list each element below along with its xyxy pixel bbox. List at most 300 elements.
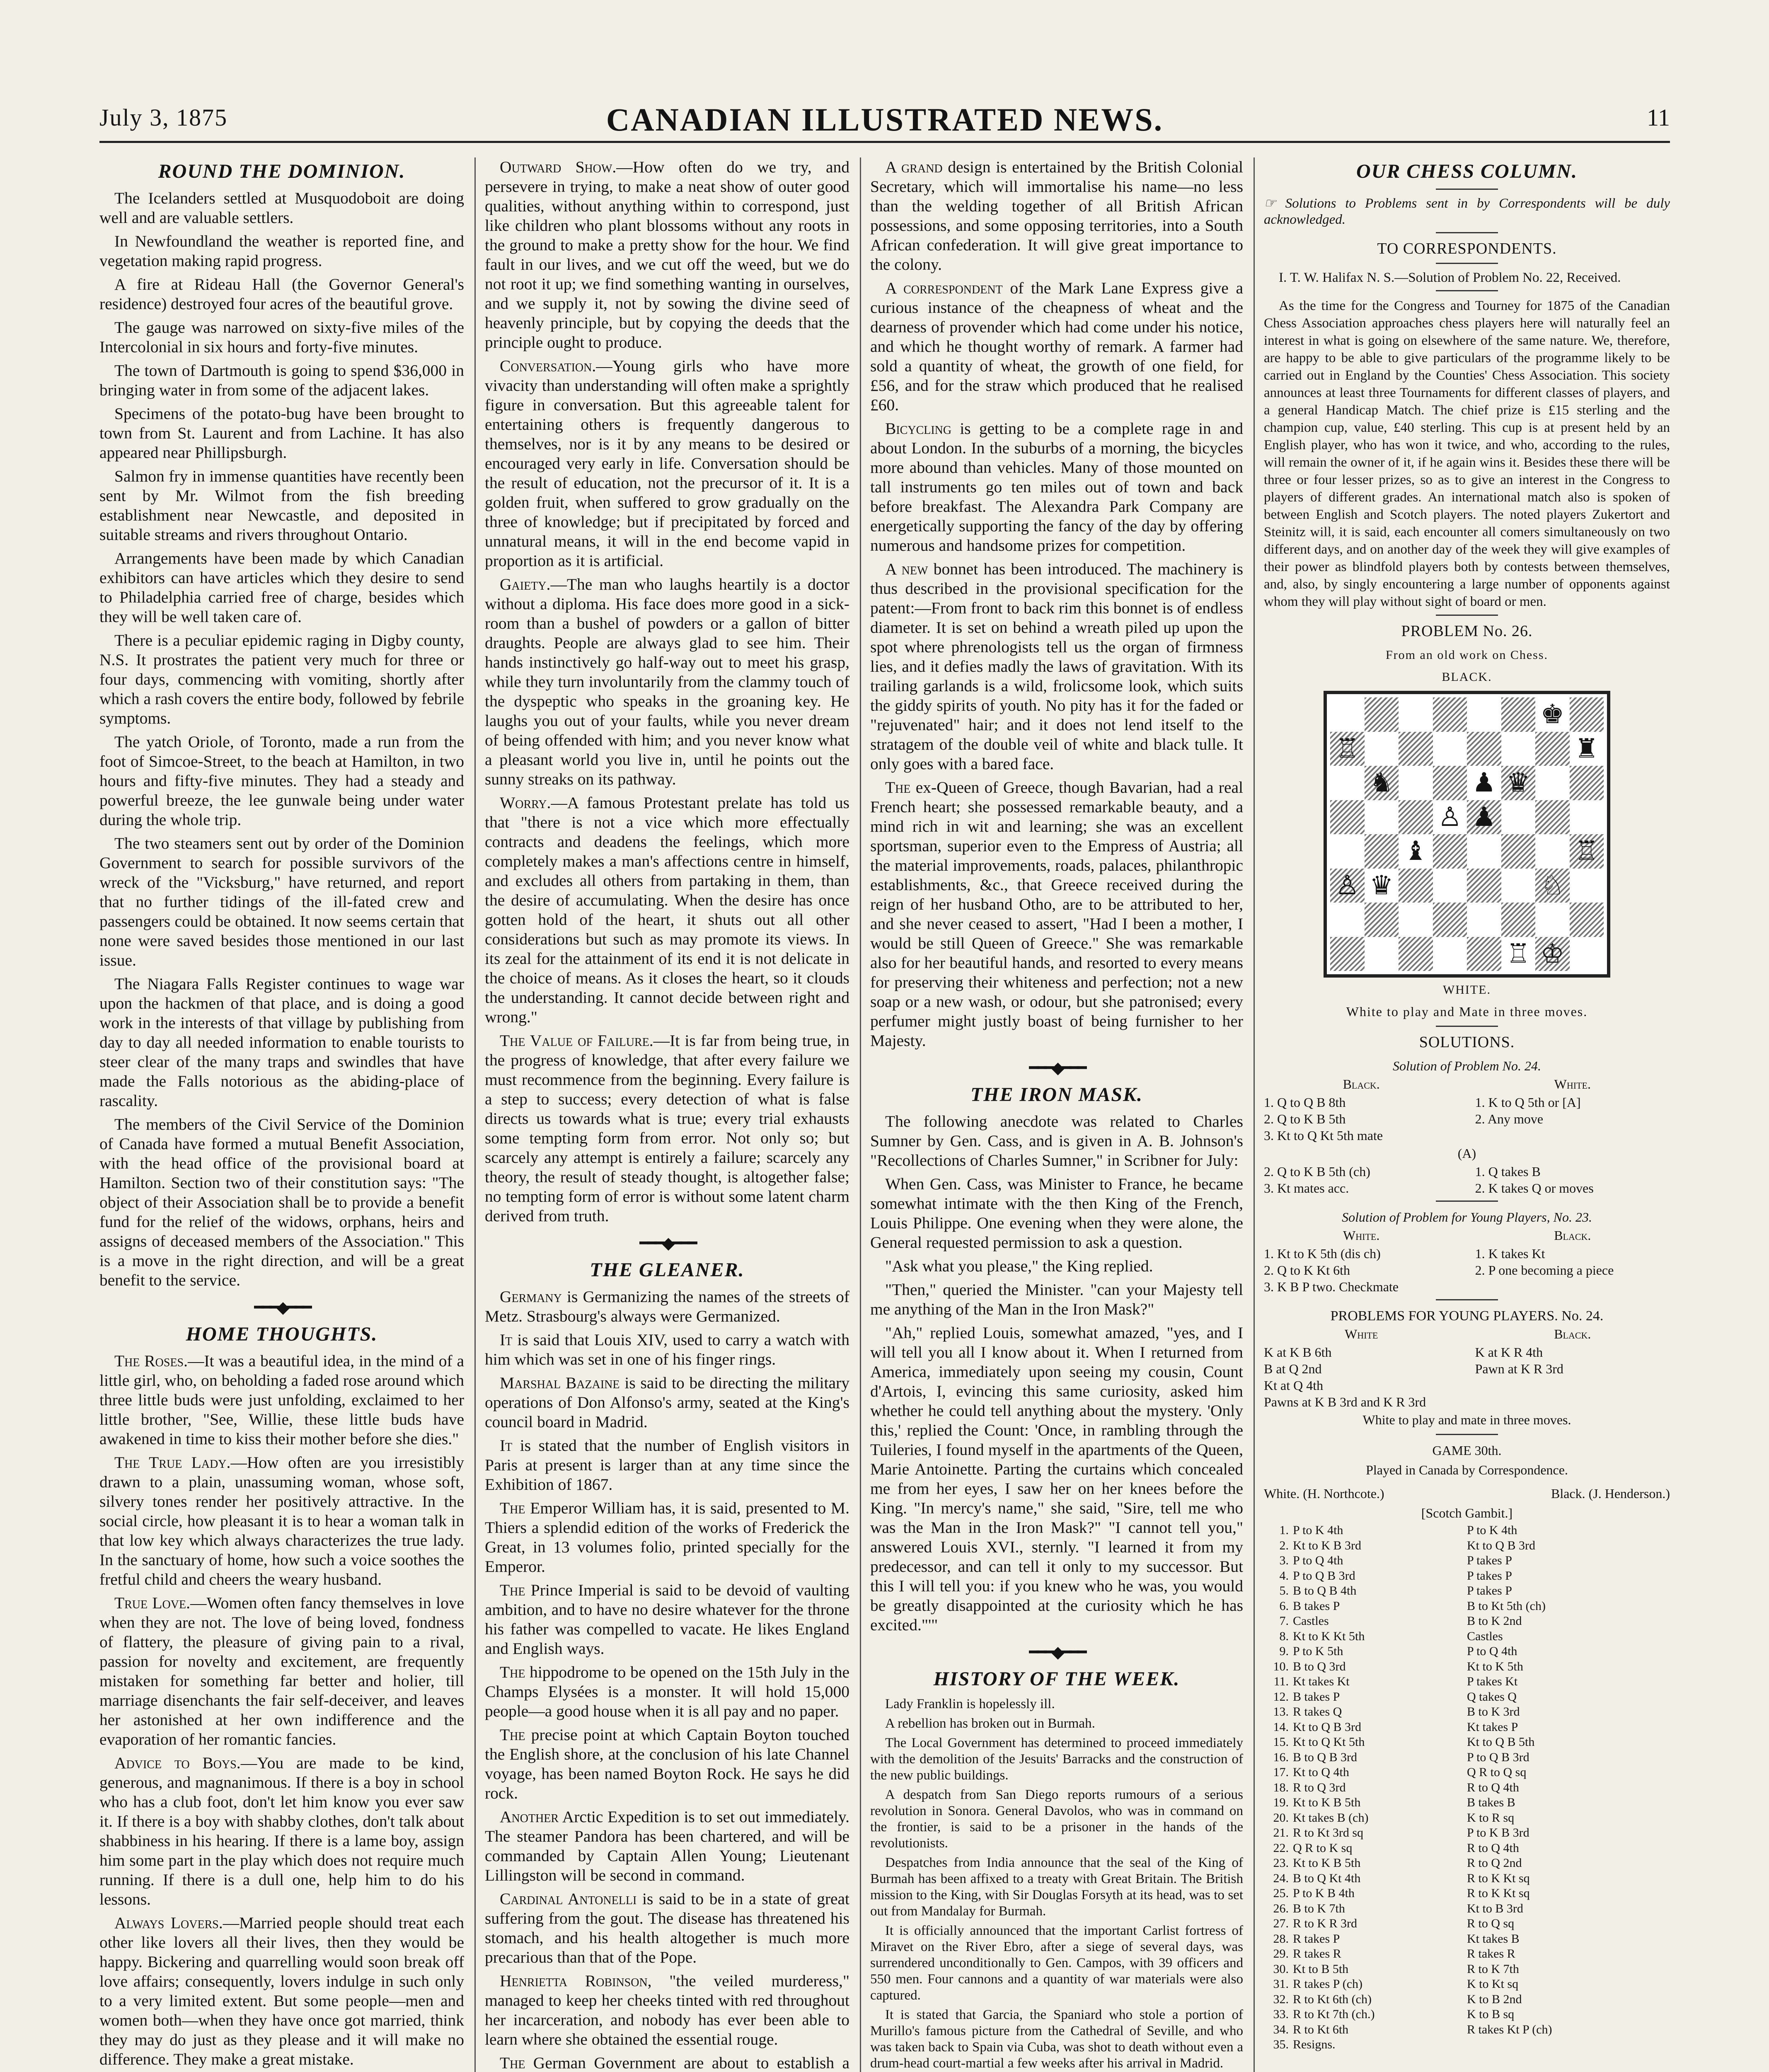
paragraph: Despatches from India announce that the seal of the King of Burmah has been affixed to a treaty with Great Britain. The British mission to the King, with Sir Douglas Forsyth at its head, was to set out from Mandalay for Burmah. (870, 1855, 1243, 1919)
lead-in: Another (500, 1808, 559, 1826)
black-move: B to K 2nd (1467, 1614, 1522, 1628)
paragraph (870, 778, 1243, 1051)
chess-notice-text: Solutions to Problems sent in by Correspondents will be duly acknowledged. (1264, 196, 1670, 227)
board-square (1330, 869, 1365, 903)
paragraph: It is stated that Garcia, the Spaniard who stole a portion of Murillo's famous picture from the Cathedral of Seville, and who was taken back to Spain via Cuba, was shot to death without even a drum-head court-martial a few weeks after his arrival in Madrid. (870, 2007, 1243, 2071)
board-square (1330, 903, 1365, 937)
white-move: R to Kt 6th (ch) (1293, 1992, 1372, 2006)
paragraph: There is a peculiar epidemic raging in Digby county, N.S. It prostrates the patient very much for three or four days, commencing with vomiting, shortly after which a rash covers the entire body, followed by febrile symptoms. (99, 631, 464, 727)
paragraph: A fire at Rideau Hall (the Governor General's residence) destroyed four acres of the beautiful grove. (99, 275, 464, 313)
move-number: 10. (1273, 1659, 1289, 1673)
lead-in: Bicycling (885, 419, 952, 438)
board-square (1570, 937, 1604, 971)
move-number: 11. (1273, 1675, 1289, 1688)
black-move: P takes P (1467, 1554, 1512, 1567)
move-line (1475, 1127, 1670, 1144)
solutions-heading: SOLUTIONS. (1419, 1034, 1515, 1051)
body-text: is stated that the number of English visitors in Paris at present is larger than at any time since the Exhibition of 1867. (485, 1436, 849, 1493)
column-heading: Black. (1554, 1326, 1591, 1341)
game-move-row (1264, 1946, 1670, 1962)
lead-in: The True Lady. (114, 1453, 231, 1472)
move-number: 6. (1279, 1599, 1289, 1613)
move-number: 22. (1273, 1841, 1289, 1855)
black-move: P to K 4th (1467, 1523, 1517, 1537)
white-move: Castles (1293, 1614, 1329, 1628)
move-number: 7. (1279, 1614, 1289, 1628)
black-move: K to B 2nd (1467, 1992, 1522, 2006)
variation-white (1475, 1163, 1670, 1196)
variation-black (1264, 1163, 1459, 1196)
column-3 (870, 157, 1243, 2072)
board-square (1501, 937, 1536, 971)
white-move: P to K 4th (1293, 1523, 1343, 1537)
game-move-row (1264, 1690, 1670, 1705)
paragraph: The Niagara Falls Register continues to wage war upon the hackmen of that place, and is doing a good work in the interests of that village by publishing from day to day all needed information to enable tourists to steer clear of the many traps and swindles that have made the Falls notorious as the abiding-place of rascality. (99, 975, 464, 1110)
move-line: 1. Q takes B (1475, 1164, 1541, 1179)
black-move: R takes Kt P (ch) (1467, 2022, 1552, 2036)
board-black-label: BLACK. (1442, 670, 1492, 684)
section-title-iron-mask: THE IRON MASK. (970, 1084, 1143, 1106)
paragraph (485, 1373, 849, 1432)
paragraph: The gauge was narrowed on sixty-five miles of the Intercolonial in six hours and forty-five minutes. (99, 318, 464, 356)
board-square (1399, 732, 1433, 766)
move-line: 2. P one becoming a piece (1475, 1263, 1614, 1278)
young-black (1475, 1326, 1670, 1410)
game-move-row (1264, 1735, 1670, 1750)
move-number: 30. (1273, 1962, 1289, 1976)
white-move: Q R to K sq (1293, 1841, 1353, 1855)
header-rule (99, 141, 1670, 143)
solution-24-black (1264, 1076, 1459, 1144)
board-square (1501, 903, 1536, 937)
section-title-history: HISTORY OF THE WEEK. (933, 1668, 1180, 1690)
body-text: precise point at which Captain Boyton touched the English shore, at the conclusion of his late Channel voyage, has been named Boyton Rock. He says he did rock. (485, 1726, 849, 1802)
paragraph: Lady Franklin is hopelessly ill. (885, 1697, 1055, 1711)
board-square (1467, 937, 1501, 971)
black-move: P to Q 4th (1467, 1644, 1517, 1658)
body-text: is said to be directing the military operations of Don Alfonso's army, seated at the King's council board in Madrid. (485, 1374, 849, 1431)
lead-in: Worry. (500, 794, 551, 812)
move-number: 23. (1273, 1856, 1289, 1870)
move-number: 4. (1279, 1569, 1289, 1583)
paragraph: It is officially announced that the important Carlist fortress of Miravet on the River Ebro, after a siege of several days, was surrendered unconditionally to Gen. Campos, with 39 officers and 550 men. Four cannons and a quantity of war materials were also captured. (870, 1923, 1243, 2003)
move-line: 1. Q to Q B 8th (1264, 1095, 1346, 1110)
game-move-row (1264, 1765, 1670, 1780)
white-move: R takes R (1293, 1947, 1341, 1961)
body-text: bonnet has been introduced. The machinery is thus described in the provisional specification for the patent:—From front to back rim this bonnet is of endless diameter. It is set on behind a wreath piled up upon the spot where phrenologists tell us the organ of firmness lies, and it defies madly the laws of gravitation. With its trailing garlands is a wild, frolicsome look, which suits the giddy spirits of youth. No pity has it for the faded or "rejuvenated" hair; and it does not lend itself to the stratagem of the double veil of white and black tulle. It only goes with a bared face. (870, 560, 1243, 773)
white-move: Kt to B 5th (1293, 1962, 1349, 1976)
body-text: —It was a beautiful idea, in the mind of a little girl, who, on beholding a faded rose around which three little buds were just unfolding, exclaimed to her little brother, "See, Willie, these little buds have awakened in time to kiss their mother before she dies." (99, 1352, 464, 1448)
white-move: Kt to K B 3rd (1293, 1538, 1361, 1552)
move-number: 32. (1273, 1992, 1289, 2006)
chess-piece-icon: ♔ (1540, 939, 1564, 968)
lead-in: Germany (500, 1288, 562, 1306)
solution-24-variation (1264, 1163, 1670, 1196)
board-square (1535, 869, 1570, 903)
lead-in: A grand (885, 158, 943, 176)
board-square (1570, 732, 1604, 766)
board-square (1365, 732, 1399, 766)
ornament-divider: ━━━◆━━━ (254, 1298, 310, 1317)
game-move-row (1264, 1720, 1670, 1735)
paragraph (485, 356, 849, 571)
body-text: is Germanizing the names of the streets of Metz. Strasbourg's always were Germanized. (485, 1288, 849, 1325)
section-title-gleaner: THE GLEANER. (590, 1259, 745, 1281)
white-move: Kt to Q 4th (1293, 1765, 1349, 1779)
body-text: —You are made to be kind, generous, and magnanimous. If there is a boy in school who has a club foot, don't let him know you ever saw it. If there is a boy with shabby clothes, don't talk about shabbiness in his hearing. If there is a lame boy, assign him some part in the play which does not require much running. If there is a dull one, help him to do his lessons. (99, 1754, 464, 1908)
game-move-row (1264, 1583, 1670, 1599)
white-move: R to Kt 3rd sq (1293, 1826, 1364, 1840)
move-number: 20. (1273, 1811, 1289, 1825)
board-square (1535, 697, 1570, 732)
chess-piece-icon: ♟ (1472, 802, 1496, 832)
game-players (1264, 1484, 1670, 1503)
game-move-row (1264, 1750, 1670, 1765)
black-move (1467, 2037, 1670, 2053)
paragraph: When Gen. Cass, was Minister to France, he became somewhat intimate with the then King of the French, Louis Philippe. One evening when they were alone, the General requested permission to ask a question. (870, 1175, 1243, 1251)
paragraph (485, 1330, 849, 1369)
body-text: —A famous Protestant prelate has told us that "there is not a vice which more effectually contracts and deadens the feelings, which more completely makes a man's affections centre in himself, and excludes all others from partaking in them, than the desire of accumulating. When the desire has once gotten hold of the heart, it shuts out all other considerations but such as may promote its views. In its zeal for the attainment of its end it is not delicate in the choice of means. As it closes the heart, so it clouds the understanding. It cannot decide between right and wrong." (485, 794, 849, 1026)
lead-in: The Value of Failure. (500, 1031, 653, 1050)
move-line: Kt at Q 4th (1264, 1378, 1324, 1393)
move-number: 9. (1279, 1644, 1289, 1658)
white-move: R to Kt 6th (1293, 2022, 1349, 2036)
paragraph (485, 1889, 849, 1967)
solution-24-title: Solution of Problem No. 24. (1393, 1058, 1541, 1073)
black-move: K to B sq (1467, 2007, 1515, 2021)
paragraph (870, 419, 1243, 555)
move-number: 2. (1279, 1538, 1289, 1552)
board-square (1570, 834, 1604, 869)
board-square (1570, 697, 1604, 732)
board-square (1467, 697, 1501, 732)
move-number: 28. (1273, 1932, 1289, 1946)
section-title-home-thoughts: HOME THOUGHTS. (186, 1323, 378, 1345)
paragraph (485, 157, 849, 352)
game-moves (1264, 1523, 1670, 2053)
move-number: 31. (1273, 1977, 1289, 1991)
lead-in: Outward Show. (500, 158, 617, 176)
black-move: Castles (1467, 1629, 1503, 1643)
black-move: Kt to B 3rd (1467, 1901, 1523, 1915)
white-move: R takes P (ch) (1293, 1977, 1363, 1991)
black-move: P to Q B 3rd (1467, 1750, 1529, 1764)
lead-in: Conversation. (500, 357, 596, 375)
paragraph (870, 559, 1243, 774)
game-move-row (1264, 1977, 1670, 1992)
lead-in: Marshal Bazaine (500, 1374, 620, 1392)
black-move: Q R to Q sq (1467, 1765, 1527, 1779)
board-square (1399, 766, 1433, 800)
game-move-row (1264, 1553, 1670, 1569)
paragraph: A despatch from San Diego reports rumours of a serious revolution in Sonora. General Davolos, who was in command on the frontier, is said to be a prisoner in the hands of the revolutionists. (870, 1787, 1243, 1851)
home-thoughts-continued (485, 157, 849, 1226)
board-square (1365, 697, 1399, 732)
white-move: Kt to Q B 3rd (1293, 1720, 1361, 1734)
section-title-dominion: ROUND THE DOMINION. (158, 160, 406, 182)
move-line: 2. K takes Q or moves (1475, 1181, 1594, 1196)
paragraph: The Local Government has determined to proceed immediately with the demolition of the Jesuits' Barracks and the construction of the new public buildings. (870, 1736, 1243, 1783)
move-number: 1. (1279, 1523, 1289, 1537)
move-number: 25. (1273, 1886, 1289, 1900)
move-number: 29. (1273, 1947, 1289, 1961)
move-number: 21. (1273, 1826, 1289, 1840)
move-line: 3. Kt to Q Kt 5th mate (1264, 1128, 1383, 1143)
board-square (1399, 937, 1433, 971)
board-square (1535, 800, 1570, 835)
game-move-row (1264, 1992, 1670, 2007)
paragraph: Specimens of the potato-bug have been brought to town from St. Laurent and from Lachine. It has also appeared near Phillipsburgh. (99, 404, 464, 462)
column-2 (485, 157, 849, 2072)
paragraph: The town of Dartmouth is going to spend $36,000 in bringing water in from some of the adjacent lakes. (99, 361, 464, 399)
chess-piece-icon: ♖ (1575, 836, 1599, 866)
white-move: R to Q 3rd (1293, 1780, 1346, 1794)
rule (1436, 189, 1498, 190)
board-square (1365, 834, 1399, 869)
young-caption: White to play and mate in three moves. (1362, 1412, 1571, 1427)
section-title-chess: OUR CHESS COLUMN. (1356, 160, 1578, 182)
body-text: hippodrome to be opened on the 15th July in the Champs Elysées is a monster. It will hold 15,000 people—a good house when it is all pay and no paper. (485, 1663, 849, 1720)
white-move: Kt to K B 5th (1293, 1796, 1361, 1809)
column-heading: White. (1343, 1228, 1380, 1243)
move-line (1475, 1278, 1670, 1295)
black-move: Kt takes B (1467, 1932, 1520, 1946)
column-heading: Black. (1343, 1077, 1380, 1092)
white-move: Kt to Q Kt 5th (1293, 1735, 1365, 1749)
move-number: 12. (1273, 1690, 1289, 1704)
pointing-hand-icon: ☞ (1264, 196, 1276, 211)
move-number: 33. (1273, 2007, 1289, 2021)
move-line: 1. K takes Kt (1475, 1246, 1545, 1261)
problem-source: From an old work on Chess. (1386, 648, 1548, 662)
rule (1436, 1201, 1498, 1202)
chess-piece-icon: ♖ (1335, 733, 1359, 763)
white-move: Kt takes Kt (1293, 1675, 1350, 1688)
black-move: P to K B 3rd (1467, 1826, 1529, 1840)
white-move: P to Q B 3rd (1293, 1569, 1355, 1583)
paragraph (485, 1436, 849, 1494)
paragraph (99, 1753, 464, 1909)
white-move: B to Q Kt 4th (1293, 1871, 1361, 1885)
move-number: 19. (1273, 1796, 1289, 1809)
board-square (1330, 732, 1365, 766)
page-number: 11 (1647, 104, 1670, 131)
game-move-row (1264, 1569, 1670, 1584)
board-square (1501, 766, 1536, 800)
problem-title: PROBLEM No. 26. (1401, 622, 1533, 640)
game-title: GAME 30th. (1432, 1443, 1502, 1458)
black-move: K to Kt sq (1467, 1977, 1519, 1991)
game-move-row (1264, 1901, 1670, 1917)
paragraph: The Icelanders settled at Musquodoboit are doing well and are valuable settlers. (99, 189, 464, 227)
game-move-row (1264, 2007, 1670, 2022)
solution-young-black (1475, 1227, 1670, 1295)
move-line: 3. K B P two. Checkmate (1264, 1279, 1399, 1294)
white-move: B to Q 3rd (1293, 1659, 1346, 1673)
white-move: B to Q B 3rd (1293, 1750, 1358, 1764)
column-1 (99, 157, 464, 2072)
board-square (1535, 834, 1570, 869)
move-line: 1. Kt to K 5th (dis ch) (1264, 1246, 1381, 1261)
black-move: R to Q sq (1467, 1917, 1515, 1930)
move-line: B at Q 2nd (1264, 1361, 1322, 1376)
white-move: R to K R 3rd (1293, 1917, 1358, 1930)
history-articles (870, 1696, 1243, 2072)
chess-piece-icon: ♜ (1575, 733, 1599, 763)
board-square (1365, 800, 1399, 835)
white-player: White. (H. Northcote.) (1264, 1486, 1384, 1501)
black-player: Black. (J. Henderson.) (1551, 1486, 1670, 1501)
body-text: —The man who laughs heartily is a doctor without a diploma. His face does more good in a sick-room than a bushel of powders or a gallon of bitter draughts. People are always glad to see him. Their hands instinctively go half-way out to meet his grasp, while they turn involuntarily from the clammy touch of the dyspeptic who speaks in the groaning key. He laughs you out of your faults, while you never dream of being offended with him; and you never know what a pleasant world you live in, until he points out the sunny streaks on its pathway. (485, 575, 849, 788)
body-text: design is entertained by the British Colonial Secretary, which will immortalise his name—no less than the welding together of all British African possessions, and some opposing territories, into a South African confederation. It will give great importance to the colony. (870, 158, 1243, 274)
paragraph (485, 575, 849, 789)
move-number: 16. (1273, 1750, 1289, 1764)
column-divider (860, 157, 861, 2072)
column-divider (1254, 157, 1255, 2072)
solution-young-title: Solution of Problem for Young Players, No. 23. (1342, 1210, 1592, 1225)
board-square (1535, 766, 1570, 800)
chess-piece-icon: ♞ (1370, 768, 1394, 798)
body-text: "the veiled murderess," managed to keep her cheeks tinted with red throughout her incarceration, and nobody has ever been able to learn where she obtained the essential rouge. (485, 1972, 849, 2048)
board-square (1467, 766, 1501, 800)
black-move: Kt to Q B 5th (1467, 1735, 1535, 1749)
board-square (1501, 869, 1536, 903)
board-square (1570, 800, 1604, 835)
lead-in: A new (885, 560, 928, 578)
board-square (1399, 869, 1433, 903)
game-move-row (1264, 1780, 1670, 1796)
game-opening: [Scotch Gambit.] (1421, 1506, 1513, 1520)
chess-board-frame (1324, 691, 1610, 978)
rule (1436, 1434, 1498, 1435)
chess-piece-icon: ♖ (1506, 939, 1530, 968)
body-text: is said to be in a state of great suffering from the gout. The disease has threatened his stomach, and his health altogether is much more precarious than that of the Pope. (485, 1890, 849, 1966)
board-square (1501, 732, 1536, 766)
board-square (1365, 903, 1399, 937)
board-square (1399, 697, 1433, 732)
chess-piece-icon: ♟ (1472, 768, 1496, 798)
issue-date: July 3, 1875 (99, 104, 228, 131)
body-text: —It is far from being true, in the progress of knowledge, that after every failure we must recommence from the beginning. Every failure is a step to success; every detection of what is false directs us towards what is true; every trial exhausts some tempting form from error. Not only so; but scarcely any attempt is entirely a failure; scarcely any theory, the result of steady thought, is altogether false; no tempting form of error is without some latent charm derived from truth. (485, 1031, 849, 1225)
column-divider (474, 157, 476, 2072)
young-problem-title: PROBLEMS FOR YOUNG PLAYERS. No. 24. (1330, 1308, 1604, 1324)
game-subtitle: Played in Canada by Correspondence. (1366, 1462, 1568, 1477)
paragraph (870, 157, 1243, 274)
white-move: B takes P (1293, 1690, 1340, 1704)
white-move: Kt to K Kt 5th (1293, 1629, 1365, 1643)
move-line: 1. K to Q 5th or [A] (1475, 1095, 1581, 1110)
move-number: 8. (1279, 1629, 1289, 1643)
move-line: 2. Any move (1475, 1111, 1544, 1126)
game-move-row (1264, 1704, 1670, 1720)
chess-notice (1264, 196, 1670, 228)
solution-young-white (1264, 1227, 1459, 1295)
move-number: 3. (1279, 1554, 1289, 1567)
newspaper-page (99, 95, 1670, 2072)
paragraph: Salmon fry in immense quantities have recently been sent by Mr. Wilmot from the fish breeding establishment near Newcastle, and deposited in suitable streams and rivers throughout Ontario. (99, 467, 464, 544)
white-move: R to Kt 7th (ch.) (1293, 2007, 1375, 2021)
masthead (99, 95, 1670, 141)
paragraph: "Ask what you please," the King replied. (885, 1257, 1153, 1275)
move-number: 15. (1273, 1735, 1289, 1749)
solution-24 (1264, 1076, 1670, 1144)
black-move: R to K Kt sq (1467, 1871, 1530, 1885)
game-move-row (1264, 1856, 1670, 1871)
board-square (1501, 834, 1536, 869)
black-move: P takes Kt (1467, 1675, 1518, 1688)
iron-mask-article (870, 1112, 1243, 1635)
solution-24-white (1475, 1076, 1670, 1144)
body-text: Prince Imperial is said to be devoid of vaulting ambition, and to have no desire whatever for the throne his father was compelled to vacate. He likes England and English ways. (485, 1581, 849, 1658)
paragraph: The two steamers sent out by order of the Dominion Government to search for possible survivors of the wreck of the "Vicksburg," have returned, and report that no further tidings of the ill-fated crew and passengers could be obtained. It now seems certain that none were saved besides those mentioned in our last issue. (99, 834, 464, 969)
black-move: Kt to K 5th (1467, 1659, 1523, 1673)
move-number: 24. (1273, 1871, 1289, 1885)
game-move-row (1264, 1538, 1670, 1554)
rule (1436, 232, 1498, 233)
lead-in: The (885, 778, 911, 796)
ornament-divider: ━━━◆━━━ (1029, 1058, 1084, 1077)
white-move: P to K B 4th (1293, 1886, 1355, 1900)
game-move-row (1264, 1599, 1670, 1614)
rule (1436, 615, 1498, 616)
board-square (1433, 903, 1467, 937)
move-line: 2. Q to K B 5th (1264, 1111, 1346, 1126)
white-move: R takes P (1293, 1932, 1340, 1946)
chess-piece-icon: ♙ (1438, 802, 1462, 832)
board-square (1330, 766, 1365, 800)
lead-in: A correspondent (885, 279, 1003, 297)
body-text: is said that Louis XIV, used to carry a watch with him which was set in one of his finger rings. (485, 1331, 849, 1368)
body-text: is getting to be a complete rage in and about London. In the suburbs of a morning, the bicycles more abound than vehicles. Many of those mounted on tall instruments go ten miles out of town and back before breakfast. The Alexandra Park Company are energetically supporting the fancy of the day by offering numerous and handsome prizes for competition. (870, 419, 1243, 554)
move-number: 5. (1279, 1584, 1289, 1598)
game-move-row (1264, 1629, 1670, 1644)
black-move: P takes P (1467, 1584, 1512, 1598)
body-text: Arctic Expedition is to set out immediately. The steamer Pandora has been chartered, and will be commanded by Captain Allen Young; Lieutenant Lillingston will be second in command. (485, 1808, 849, 1884)
move-number: 14. (1273, 1720, 1289, 1734)
lead-in: True Love. (114, 1594, 190, 1612)
paragraph: "Then," queried the Minister. "can your Majesty tell me anything of the Man in the Iron Mask?" (870, 1280, 1243, 1318)
black-move: R to K 7th (1467, 1962, 1519, 1976)
lead-in: The (500, 1499, 525, 1517)
lead-in: Gaiety. (500, 575, 551, 593)
black-move: R to Q 4th (1467, 1780, 1519, 1794)
board-square (1433, 697, 1467, 732)
black-move: B to K 3rd (1467, 1705, 1520, 1719)
move-number: 35. (1273, 2038, 1289, 2051)
paragraph: "Ah," replied Louis, somewhat amazed, "yes, and I will tell you all I know about it. When I returned from America, immediately upon seeing my cousin, Count d'Artois, I, evincing this same curiosity, asked him whether he could tell anything about the mystery. 'Only this,' replied the Count: 'Once, in rambling through the Tuileries, I found myself in the apartments of the Queen, Marie Antoinette. Parting the curtains which concealed me from her eyes, I saw her on her knees before the King. "In mercy's name," she said, "Sire, tell me who was the Man in the Iron Mask?" "I cannot tell you," answered Louis XVI., sternly. "I learned it from my predecessor, and can tell it only to my successor. But this I will tell you: if you knew who he was, you would be greatly disappointed at the curiosity which he has excited."'" (870, 1324, 1243, 1634)
column-heading: White. (1554, 1077, 1591, 1092)
ornament-divider: ━━━◆━━━ (639, 1234, 695, 1252)
board-square (1330, 834, 1365, 869)
solution-young (1264, 1227, 1670, 1295)
chess-piece-icon: ♚ (1540, 700, 1564, 729)
move-number: 18. (1273, 1780, 1289, 1794)
lead-in: Cardinal Antonelli (500, 1890, 637, 1908)
board-square (1570, 869, 1604, 903)
board-square (1570, 766, 1604, 800)
game-move-row (1264, 1932, 1670, 1947)
paragraph (485, 1725, 849, 1803)
board-square (1365, 869, 1399, 903)
white-move: P to K 5th (1293, 1644, 1343, 1658)
move-number: 13. (1273, 1705, 1289, 1719)
rule (1436, 290, 1498, 291)
paragraph: The following anecdote was related to Charles Sumner by Gen. Cass, and is given in A. B. Johnson's "Recollections of Charles Sumner," in Scribner for July: (870, 1112, 1243, 1169)
body-text: German Government are about to establish a (533, 2054, 849, 2072)
board-square (1330, 937, 1365, 971)
board-square (1467, 869, 1501, 903)
body-text: —Young girls who have more vivacity than understanding will often make a sprightly figure in conversation. But this agreeable talent for entertaining others is frequently dangerous to themselves, nor is it by any means to be desired or encouraged very early in life. Conversation should be the result of education, not the precursor of it. It is a golden fruit, when suffered to grow gradually on the three of knowledge; but if precipitated by forced and unnatural means, it will in the end become vapid in proportion as it is artificial. (485, 357, 849, 570)
